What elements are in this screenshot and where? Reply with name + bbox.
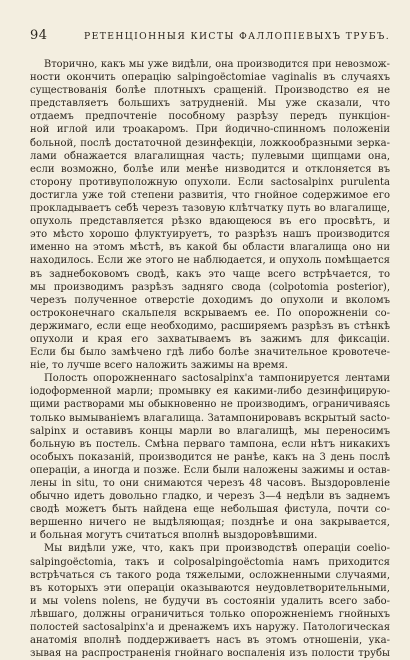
text-line: если возможно, болѣе или менѣе низводится и отклоняется въ [30, 163, 390, 175]
text-line: лѣвшаго, должны ограничиться только опорожненіемъ гнойныхъ [30, 608, 390, 620]
text-line: Вторично, какъ мы уже видѣли, она производится при невозмож- [44, 59, 390, 70]
text-line: лены in situ, то они снимаются черезъ 48 часовъ. Выздоровленіе [30, 478, 390, 489]
text-line: обычно идетъ довольно гладко, и черезъ 3—4 недѣли въ заднемъ [30, 491, 390, 503]
text-line: сторону противуположную опухоли. Если sactosalpinx purulenta [30, 176, 390, 188]
text-line: особыхъ показаній, производится не ранѣе, какъ на 3 день послѣ [30, 451, 390, 463]
text-line: существованія болѣе плотныхъ сращеній. Производство ея не [30, 85, 390, 97]
text-line: Мы видѣли уже, что, какъ при производствѣ операцiи coelio- [44, 543, 390, 555]
text-line: операціи, а иногда и позже. Если были наложены зажимы и остав- [30, 464, 390, 476]
text-line: ной иглой или троакаромъ. При йодично-спинномъ положеніи [30, 124, 390, 136]
page-header [30, 28, 390, 44]
text-line: только вымываніемъ влагалища. Затампонировавъ вскрытый sacto- [30, 412, 390, 424]
running-title: РЕТЕНЦIОННЫЯ КИСТЫ ФАЛЛОПIЕВЫХЪ ТРУБЪ. [84, 31, 391, 42]
text-line: salpingoëctomia, такъ и colposalpingoëctomia намъ приходится [30, 556, 390, 568]
text-line: это мѣсто хорошо флуктуируетъ, то разрѣзъ нашъ производится [30, 229, 390, 241]
text-line: мы производимъ разрѣзъ задняго свода (colpotomia posterior), [30, 281, 390, 293]
body-text [30, 58, 390, 660]
text-line: въ которыхъ эти операціи оказываются неудовлетворительными, [30, 582, 390, 594]
text-line: находилось. Если же этого не наблюдается, и опухоль помѣщается [30, 255, 390, 267]
text-line: ніе, то лучше всего наложить зажимы на время. [30, 360, 288, 372]
text-line: и больная могутъ считаться вполнѣ выздоровѣвшими. [30, 530, 318, 542]
text-line: больную въ постель. Смѣна перваго тампона, если нѣтъ никакихъ [30, 438, 390, 450]
text-line: Если бы было замѣчено гдѣ либо болѣе значительное кровотече- [30, 347, 390, 359]
text-line: отдаемъ предпочтеніе пособному разрѣзу передъ пункціон- [30, 111, 390, 123]
text-line: представляетъ большихъ затрудненій. Мы уже сказали, что [30, 98, 390, 110]
text-line: полостей sactosalpinx'а и дренажемъ ихъ наружу. Патологическая [30, 622, 390, 634]
text-line: опухоли и края его захватываемъ въ зажимъ для фиксаціи. [30, 333, 390, 345]
text-line: въ заднебоковомъ сводѣ, какъ это чаще всего встрѣчается, то [30, 268, 390, 280]
text-line: Полость опорожненнаго sactosalpinx'а тампонируется лентами [44, 373, 390, 385]
text-line: зывая на распространенія гнойнаго воспаленія изъ полости трубы [30, 648, 390, 660]
text-line: остроконечнаго скальпеля вскрываемъ ее. По опорожненіи со- [30, 307, 390, 319]
text-line: именно на этомъ мѣстѣ, въ какой бы области влагалища оно ни [30, 242, 390, 254]
text-line: вершенно ничего не выдѣляющая; позднѣе и она закрывается, [30, 517, 390, 529]
text-line: анатомія вполнѣ поддерживаетъ насъ въ этомъ отношеніи, ука- [30, 635, 390, 647]
text-line: держимаго, если еще необходимо, расширяемъ разрѣзъ въ стѣнкѣ [30, 320, 390, 332]
text-line: черезъ полученное отверстіе доходимъ до опухоли и вколомъ [30, 294, 390, 306]
text-line: и мы volens nolens, не будучи въ состояніи удалить всего забо- [30, 595, 390, 607]
text-line: достигла уже той степени развитія, что гнойное содержимое его [30, 189, 390, 201]
text-line: іодоформенной марли; промывку ея какими-либо дезинфицирую- [30, 386, 390, 398]
text-line: сводѣ можетъ быть найдена еще небольшая фистула, почти со- [30, 504, 390, 516]
text-line: больной, послѣ достаточной дезинфекціи, ложкообразными зерка- [30, 137, 390, 149]
text-line: опухоль представляется рѣзко вдающеюся въ его просвѣтъ, и [30, 216, 390, 228]
text-line: лами обнажается влагалищная часть; пулевыми щипцами она, [30, 150, 390, 162]
text-line: ности окончить операцiю salpingoëctomiae vaginalis въ случаяхъ [30, 72, 390, 84]
page-number: 94 [30, 28, 48, 43]
text-line: salpinx и оставивъ концы марли во влагалищѣ, мы переносимъ [30, 425, 390, 437]
text-line: встрѣчаться съ такого рода тяжелыми, осложненными случаями, [30, 569, 390, 581]
text-line: щими растворами мы обыкновенно не производимъ, ограничиваясь [30, 399, 390, 411]
text-line: прокладываетъ себѣ черезъ тазовую клѣтчатку путь во влагалище, [30, 203, 390, 215]
